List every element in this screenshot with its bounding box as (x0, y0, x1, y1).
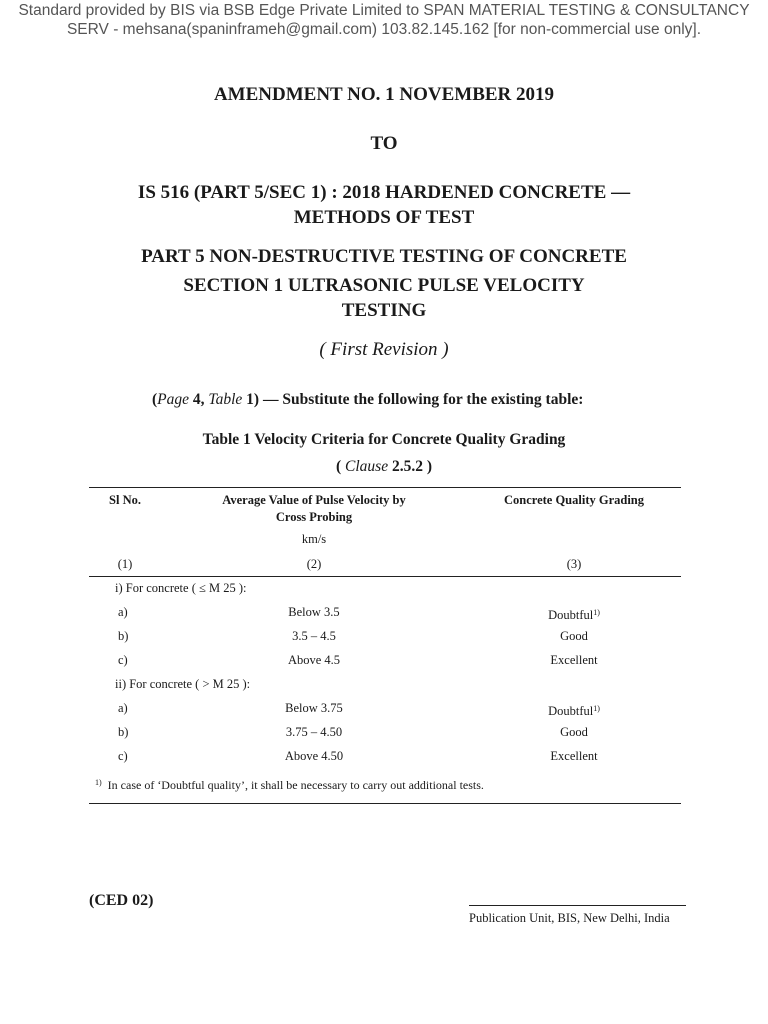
substitution-instruction (152, 391, 583, 409)
footnote-text: In case of ‘Doubtful quality’, it shall be necessary to carry out additional tests. (107, 778, 484, 792)
amendment-title: AMENDMENT NO. 1 NOVEMBER 2019 (213, 84, 555, 105)
table-bottom-rule (89, 803, 681, 804)
table-header-rule (89, 576, 681, 577)
row-velocity: Below 3.75 (285, 701, 343, 715)
clause-word: Clause (345, 458, 389, 475)
page-word: Page (157, 391, 190, 408)
section-title-line-1: SECTION 1 ULTRASONIC PULSE VELOCITY (183, 275, 585, 296)
header-velocity-line-2: Cross Probing (275, 510, 353, 524)
row-sl: c) (118, 749, 128, 763)
table-caption: Table 1 Velocity Criteria for Concrete Quality Grading (202, 431, 566, 448)
row-grading: Excellent (550, 653, 598, 667)
col-number-1: (1) (117, 557, 133, 571)
header-velocity-line-1: Average Value of Pulse Velocity by (222, 493, 406, 507)
row-sl: b) (118, 725, 129, 739)
watermark-line-2: SERV - mehsana(spaninframeh@gmail.com) 103.82.145.162 [for non-commercial use only]. (66, 21, 702, 38)
row-velocity: Above 4.5 (287, 653, 341, 667)
revision-label: ( First Revision ) (319, 339, 449, 360)
row-sl: b) (118, 629, 129, 643)
substitution-text: 1) — Substitute the following for the existing table: (242, 391, 584, 408)
publisher-label: Publication Unit, BIS, New Delhi, India (469, 911, 670, 925)
row-grading: Excellent (550, 749, 598, 763)
page-number: 4, (189, 391, 209, 408)
section-title-line-2: TESTING (341, 300, 427, 321)
row-grading (474, 700, 674, 720)
clause-open: ( (335, 458, 346, 475)
table-footnote (95, 778, 484, 793)
row-velocity: 3.75 – 4.50 (285, 725, 343, 739)
watermark-line-1: Standard provided by BIS via BSB Edge Private Limited to SPAN MATERIAL TESTING & CONSULTANCY (18, 2, 750, 19)
row-velocity: 3.5 – 4.5 (292, 629, 336, 643)
group-label: ii) For concrete ( > M 25 ): (115, 677, 251, 691)
grading-text: Doubtful (548, 704, 594, 718)
footnote-ref: 1) (593, 608, 600, 617)
row-sl: a) (118, 605, 128, 619)
header-sl-no: Sl No. (109, 493, 141, 507)
col-number-3: (3) (566, 557, 582, 571)
clause-number: 2.5.2 ) (388, 458, 433, 475)
standard-title-line-1: IS 516 (PART 5/SEC 1) : 2018 HARDENED CONCRETE — (137, 182, 631, 203)
row-grading: Good (560, 629, 588, 643)
grading-text: Doubtful (548, 608, 594, 622)
part-title: PART 5 NON-DESTRUCTIVE TESTING OF CONCRETE (141, 246, 627, 267)
row-sl: c) (118, 653, 128, 667)
standard-title (0, 180, 768, 230)
to-label: TO (370, 133, 398, 154)
watermark (0, 0, 768, 39)
standard-title-line-2: METHODS OF TEST (293, 207, 475, 228)
header-unit: km/s (301, 532, 327, 546)
header-grading: Concrete Quality Grading (503, 493, 645, 507)
row-velocity: Below 3.5 (288, 605, 340, 619)
publisher-rule (469, 905, 686, 906)
row-velocity: Above 4.50 (284, 749, 344, 763)
section-title (0, 273, 768, 323)
table-word: Table (208, 391, 243, 408)
table-top-rule (89, 487, 681, 488)
header-velocity (205, 492, 423, 526)
footnote-mark: 1) (95, 778, 102, 787)
footnote-ref: 1) (593, 704, 600, 713)
row-sl: a) (118, 701, 128, 715)
committee-code: (CED 02) (89, 892, 154, 909)
table-clause (0, 458, 768, 476)
row-grading (474, 604, 674, 624)
group-label: i) For concrete ( ≤ M 25 ): (115, 581, 247, 595)
paren-open: ( (152, 391, 158, 408)
col-number-2: (2) (306, 557, 322, 571)
row-grading: Good (560, 725, 588, 739)
